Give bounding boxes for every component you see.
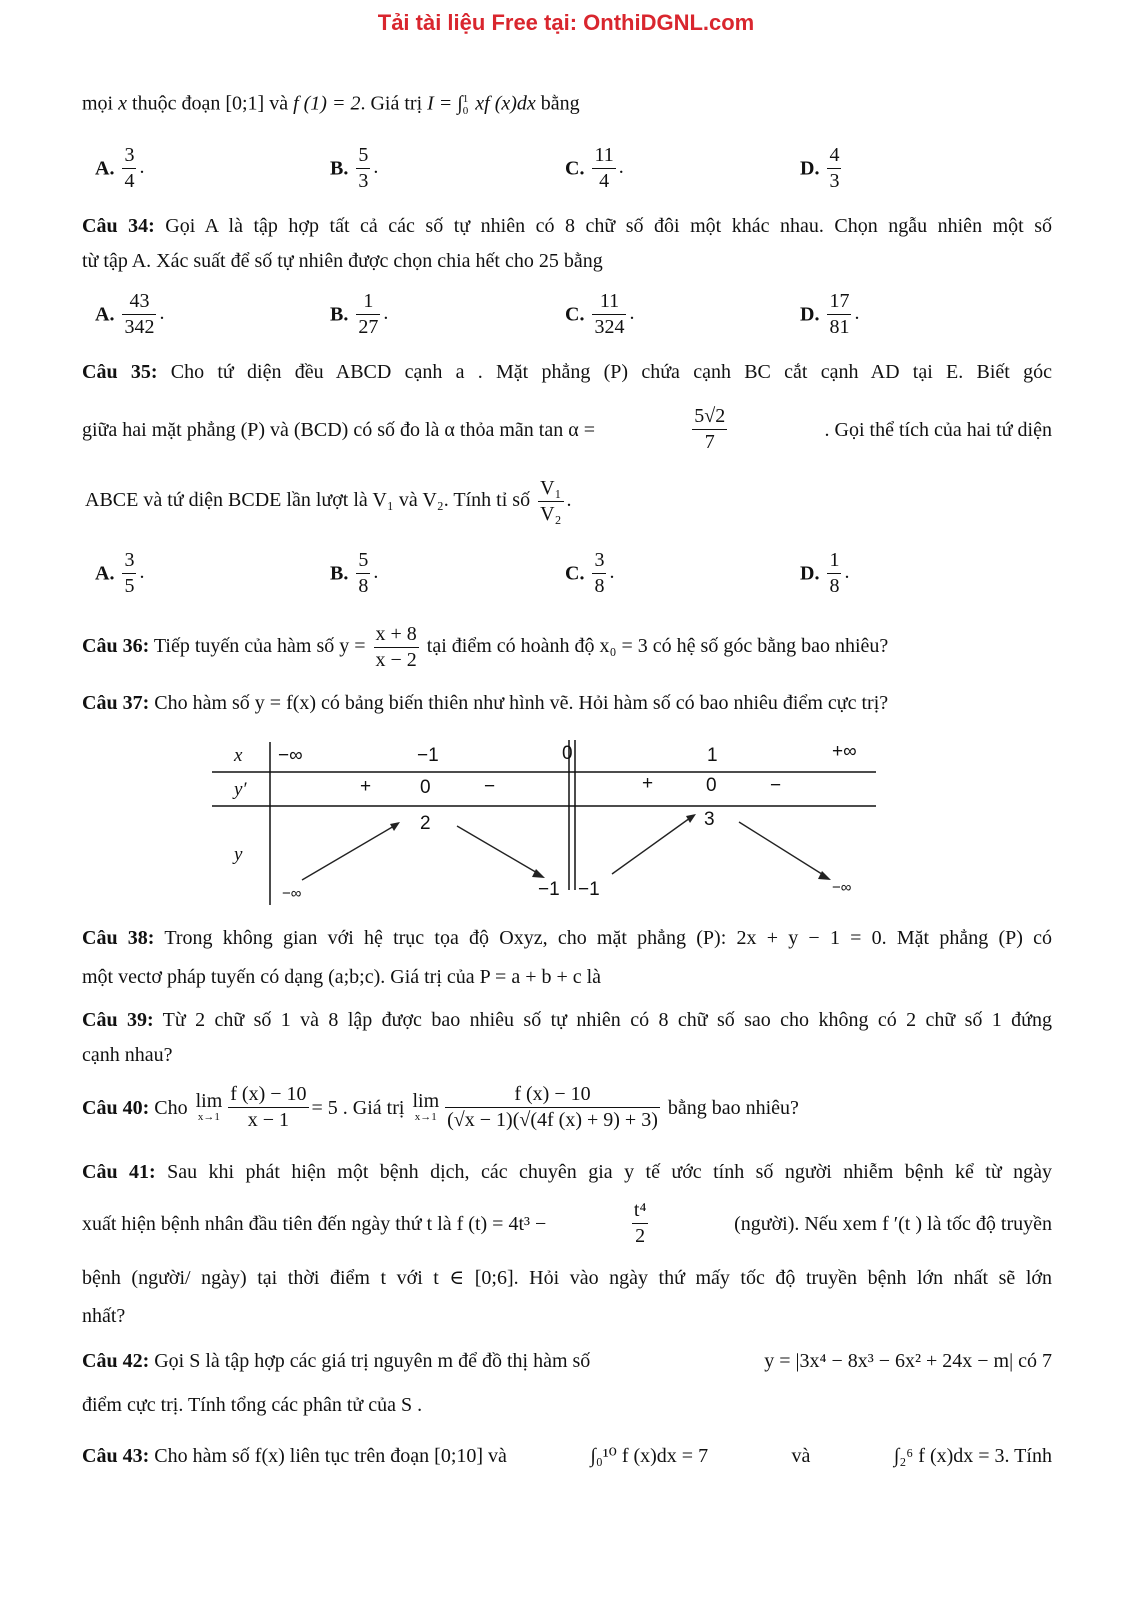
q40-frac2-num: f (x) − 10	[445, 1084, 660, 1108]
q33-text-a: mọi	[82, 92, 114, 115]
q35-option-c[interactable]: C. $\frac{3}{8}$ .	[565, 549, 615, 597]
q34-option-b[interactable]: B. $\frac{1}{27}$ .	[330, 290, 389, 338]
q33-integral: I = ∫	[427, 92, 463, 115]
q40-frac1-num: f (x) − 10	[228, 1084, 308, 1108]
q35-ratio-denominator: V₂	[540, 503, 562, 525]
q40-lim-2-sub: x→1	[414, 1111, 437, 1124]
q35-line3: ABCE và tứ diện BCDE lần lượt là V₁ và V₂. Tính tỉ số $\frac{\text{V₁}}{\text{V₂}}$ .	[85, 477, 572, 525]
arrow-down-2	[739, 822, 825, 876]
q33-option-a[interactable]: A. $\frac{3}{4}$ .	[95, 144, 145, 192]
q33-f1: f (1) = 2	[293, 92, 361, 115]
q34-option-c[interactable]: C. $\frac{11}{324}$ .	[565, 290, 635, 338]
q33-var-x: x	[118, 92, 128, 115]
q43-title: Câu 43:	[82, 1445, 150, 1467]
q39-title: Câu 39:	[82, 1009, 154, 1031]
y-max-3: 3	[704, 809, 715, 830]
q35-option-d[interactable]: D. $\frac{1}{8}$ .	[800, 549, 850, 597]
q43-line1: Câu 43: Cho hàm số f(x) liên tục trên đoạn [0;10] và ∫₀¹⁰ f (x)dx = 7 và ∫₂⁶ f (x)dx = 3. Tính	[82, 1445, 1052, 1467]
arrow-up-1-head	[390, 822, 400, 831]
q41-line4: nhất?	[82, 1305, 126, 1327]
q41-line2: xuất hiện bệnh nhân đầu tiên đến ngày thứ t là f (t) = 4t³ − $\frac{\text{t⁴}}{2}$ (người). Nếu xem f ′(t ) là tốc độ truyền	[82, 1199, 1052, 1247]
x-pos-inf: +∞	[832, 741, 857, 762]
y-max-2: 2	[420, 813, 431, 834]
q43-integral-2: ∫₂⁶ f (x)dx = 3	[893, 1445, 1005, 1467]
q36-numerator: x + 8	[374, 624, 419, 648]
q35-option-b[interactable]: B. $\frac{5}{8}$ .	[330, 549, 379, 597]
q40-frac2-den: (√x − 1)(√(4f (x) + 9) + 3)	[447, 1109, 658, 1131]
q37-title: Câu 37:	[82, 692, 150, 714]
q33-text-e: . Giá trị	[360, 92, 423, 115]
q33-integrand: xf (x)dx	[475, 92, 536, 115]
q36-line: Câu 36: Tiếp tuyến của hàm số y = $\frac{x + 8}{x - 2}$ tại điểm có hoành độ x₀ = 3 có hệ số góc bằng bao nhiêu?	[82, 623, 889, 671]
y-min-right: −1	[578, 879, 600, 900]
q34-title: Câu 34:	[82, 215, 155, 237]
arrow-up-1	[302, 826, 394, 880]
q42-line1: Câu 42: Gọi S là tập hợp các giá trị nguyên m để đồ thị hàm số y = |3x⁴ − 8x³ − 6x² + 24x − m| có 7	[82, 1350, 1052, 1372]
q38-line2: một vectơ pháp tuyến có dạng (a;b;c). Giá trị của P = a + b + c là	[82, 966, 602, 988]
q40-frac1-den: x − 1	[247, 1109, 290, 1131]
yp-zero-2: 0	[706, 775, 717, 796]
q40-lim-2: lim	[412, 1090, 440, 1113]
q35-title: Câu 35:	[82, 361, 158, 383]
q34-option-a[interactable]: A. $\frac{43}{342}$ .	[95, 290, 165, 338]
variation-table	[212, 740, 876, 905]
y-neg-inf-left: −∞	[282, 885, 302, 902]
q33-continuation	[82, 93, 1052, 117]
label-y: y	[234, 844, 243, 865]
x-zero: 0	[562, 743, 573, 764]
q33-text-c: thuộc đoạn [0;1] và	[132, 92, 289, 115]
q36-title: Câu 36:	[82, 635, 150, 658]
q39-line2: cạnh nhau?	[82, 1044, 173, 1066]
y-min-left: −1	[538, 879, 560, 900]
q34-line1: Câu 34: Gọi A là tập hợp tất cả các số tự nhiên có 8 chữ số đôi một khác nhau. Chọn ngẫu nhiên một số	[82, 215, 1052, 237]
q41-title: Câu 41:	[82, 1161, 156, 1183]
x-one: 1	[707, 745, 718, 766]
yp-plus-1: +	[360, 776, 372, 797]
q38-title: Câu 38:	[82, 927, 155, 949]
q33-option-c[interactable]: C. $\frac{11}{4}$ .	[565, 144, 624, 192]
yp-zero-1: 0	[420, 777, 431, 798]
q42-function: y = |3x⁴ − 8x³ − 6x² + 24x − m| có 7	[764, 1350, 1052, 1372]
q42-title: Câu 42:	[82, 1350, 150, 1372]
arrow-up-2	[612, 818, 690, 874]
q34-line2: từ tập A. Xác suất để số tự nhiên được chọn chia hết cho 25 bằng	[82, 250, 603, 272]
q33-option-b[interactable]: B. $\frac{5}{3}$ .	[330, 144, 379, 192]
q37-line: Câu 37: Cho hàm số y = f(x) có bảng biến thiên như hình vẽ. Hỏi hàm số có bao nhiêu điểm cực trị?	[82, 692, 889, 714]
q33-int-upper: 1	[462, 93, 469, 105]
q36-denominator: x − 2	[375, 649, 417, 671]
label-x: x	[234, 745, 243, 766]
q39-line1: Câu 39: Từ 2 chữ số 1 và 8 lập được bao nhiêu số tự nhiên có 8 chữ số sao cho không có 2 chữ số 1 đứng	[82, 1009, 1052, 1031]
q40-title: Câu 40:	[82, 1096, 150, 1119]
q38-line1: Câu 38: Trong không gian với hệ trục tọa độ Oxyz, cho mặt phẳng (P): 2x + y − 1 = 0. Mặt phẳng (P) có	[82, 927, 1052, 949]
q35-option-a[interactable]: A. $\frac{3}{5}$ .	[95, 549, 145, 597]
arrow-down-1	[457, 826, 539, 874]
arrow-up-2-head	[686, 814, 696, 823]
q40-line: Câu 40: Cho lim x→1 $\frac{f (x) - 10}{x - 1}$ = 5 . Giá trị lim x→1 $\frac{f (x) - 10}{(√x - 1)(√(4f (x) + 9) + 3)}$ bằng bao nhiêu?	[82, 1083, 799, 1131]
q35-line2: giữa hai mặt phẳng (P) và (BCD) có số đo là α thỏa mãn tan α = $\frac{5√2}{7}$ . Gọi thể tích của hai tứ diện	[82, 405, 1052, 453]
q41-line1: Câu 41: Sau khi phát hiện một bệnh dịch, các chuyên gia y tế ước tính số người nhiễm bệnh kể từ ngày	[82, 1161, 1053, 1183]
yp-minus-1: −	[484, 776, 496, 797]
yp-plus-2: +	[642, 773, 654, 794]
x-neg-inf: −∞	[278, 745, 303, 766]
q35-tan-numerator: 5√2	[692, 406, 727, 430]
q35-tan-denominator: 7	[704, 431, 715, 453]
q43-integral-1: ∫₀¹⁰ f (x)dx = 7	[590, 1445, 709, 1467]
yp-minus-2: −	[770, 775, 782, 796]
q35-line1: Câu 35: Cho tứ diện đều ABCD cạnh a . Mặt phẳng (P) chứa cạnh BC cắt cạnh AD tại E. Biết góc	[82, 361, 1053, 383]
q41-line3: bệnh (người/ ngày) tại thời điểm t với t ∈ [0;6]. Hỏi vào ngày thứ mấy tốc độ truyền bệnh lớn nhất sẽ lớn	[82, 1267, 1052, 1289]
q42-line2: điểm cực trị. Tính tổng các phân tử của S .	[82, 1394, 423, 1416]
q35-ratio-numerator: V₁	[538, 478, 563, 502]
page-header[interactable]: Tải tài liệu Free tại: OnthiDGNL.com	[377, 10, 755, 35]
q41-frac-den: 2	[635, 1225, 646, 1247]
x-neg-one: −1	[417, 745, 439, 766]
q33-option-d[interactable]: D. $\frac{4}{3}$	[800, 144, 840, 192]
q33-int-lower: 0	[462, 105, 469, 118]
q41-frac-num: t⁴	[632, 1200, 649, 1224]
y-neg-inf-right: −∞	[832, 879, 852, 896]
q40-lim-1-sub: x→1	[197, 1111, 220, 1124]
label-y-prime: y′	[234, 779, 247, 800]
q34-option-d[interactable]: D. $\frac{17}{81}$ .	[800, 290, 860, 338]
q33-text-h: bằng	[540, 92, 580, 115]
q40-lim-1: lim	[195, 1090, 223, 1113]
